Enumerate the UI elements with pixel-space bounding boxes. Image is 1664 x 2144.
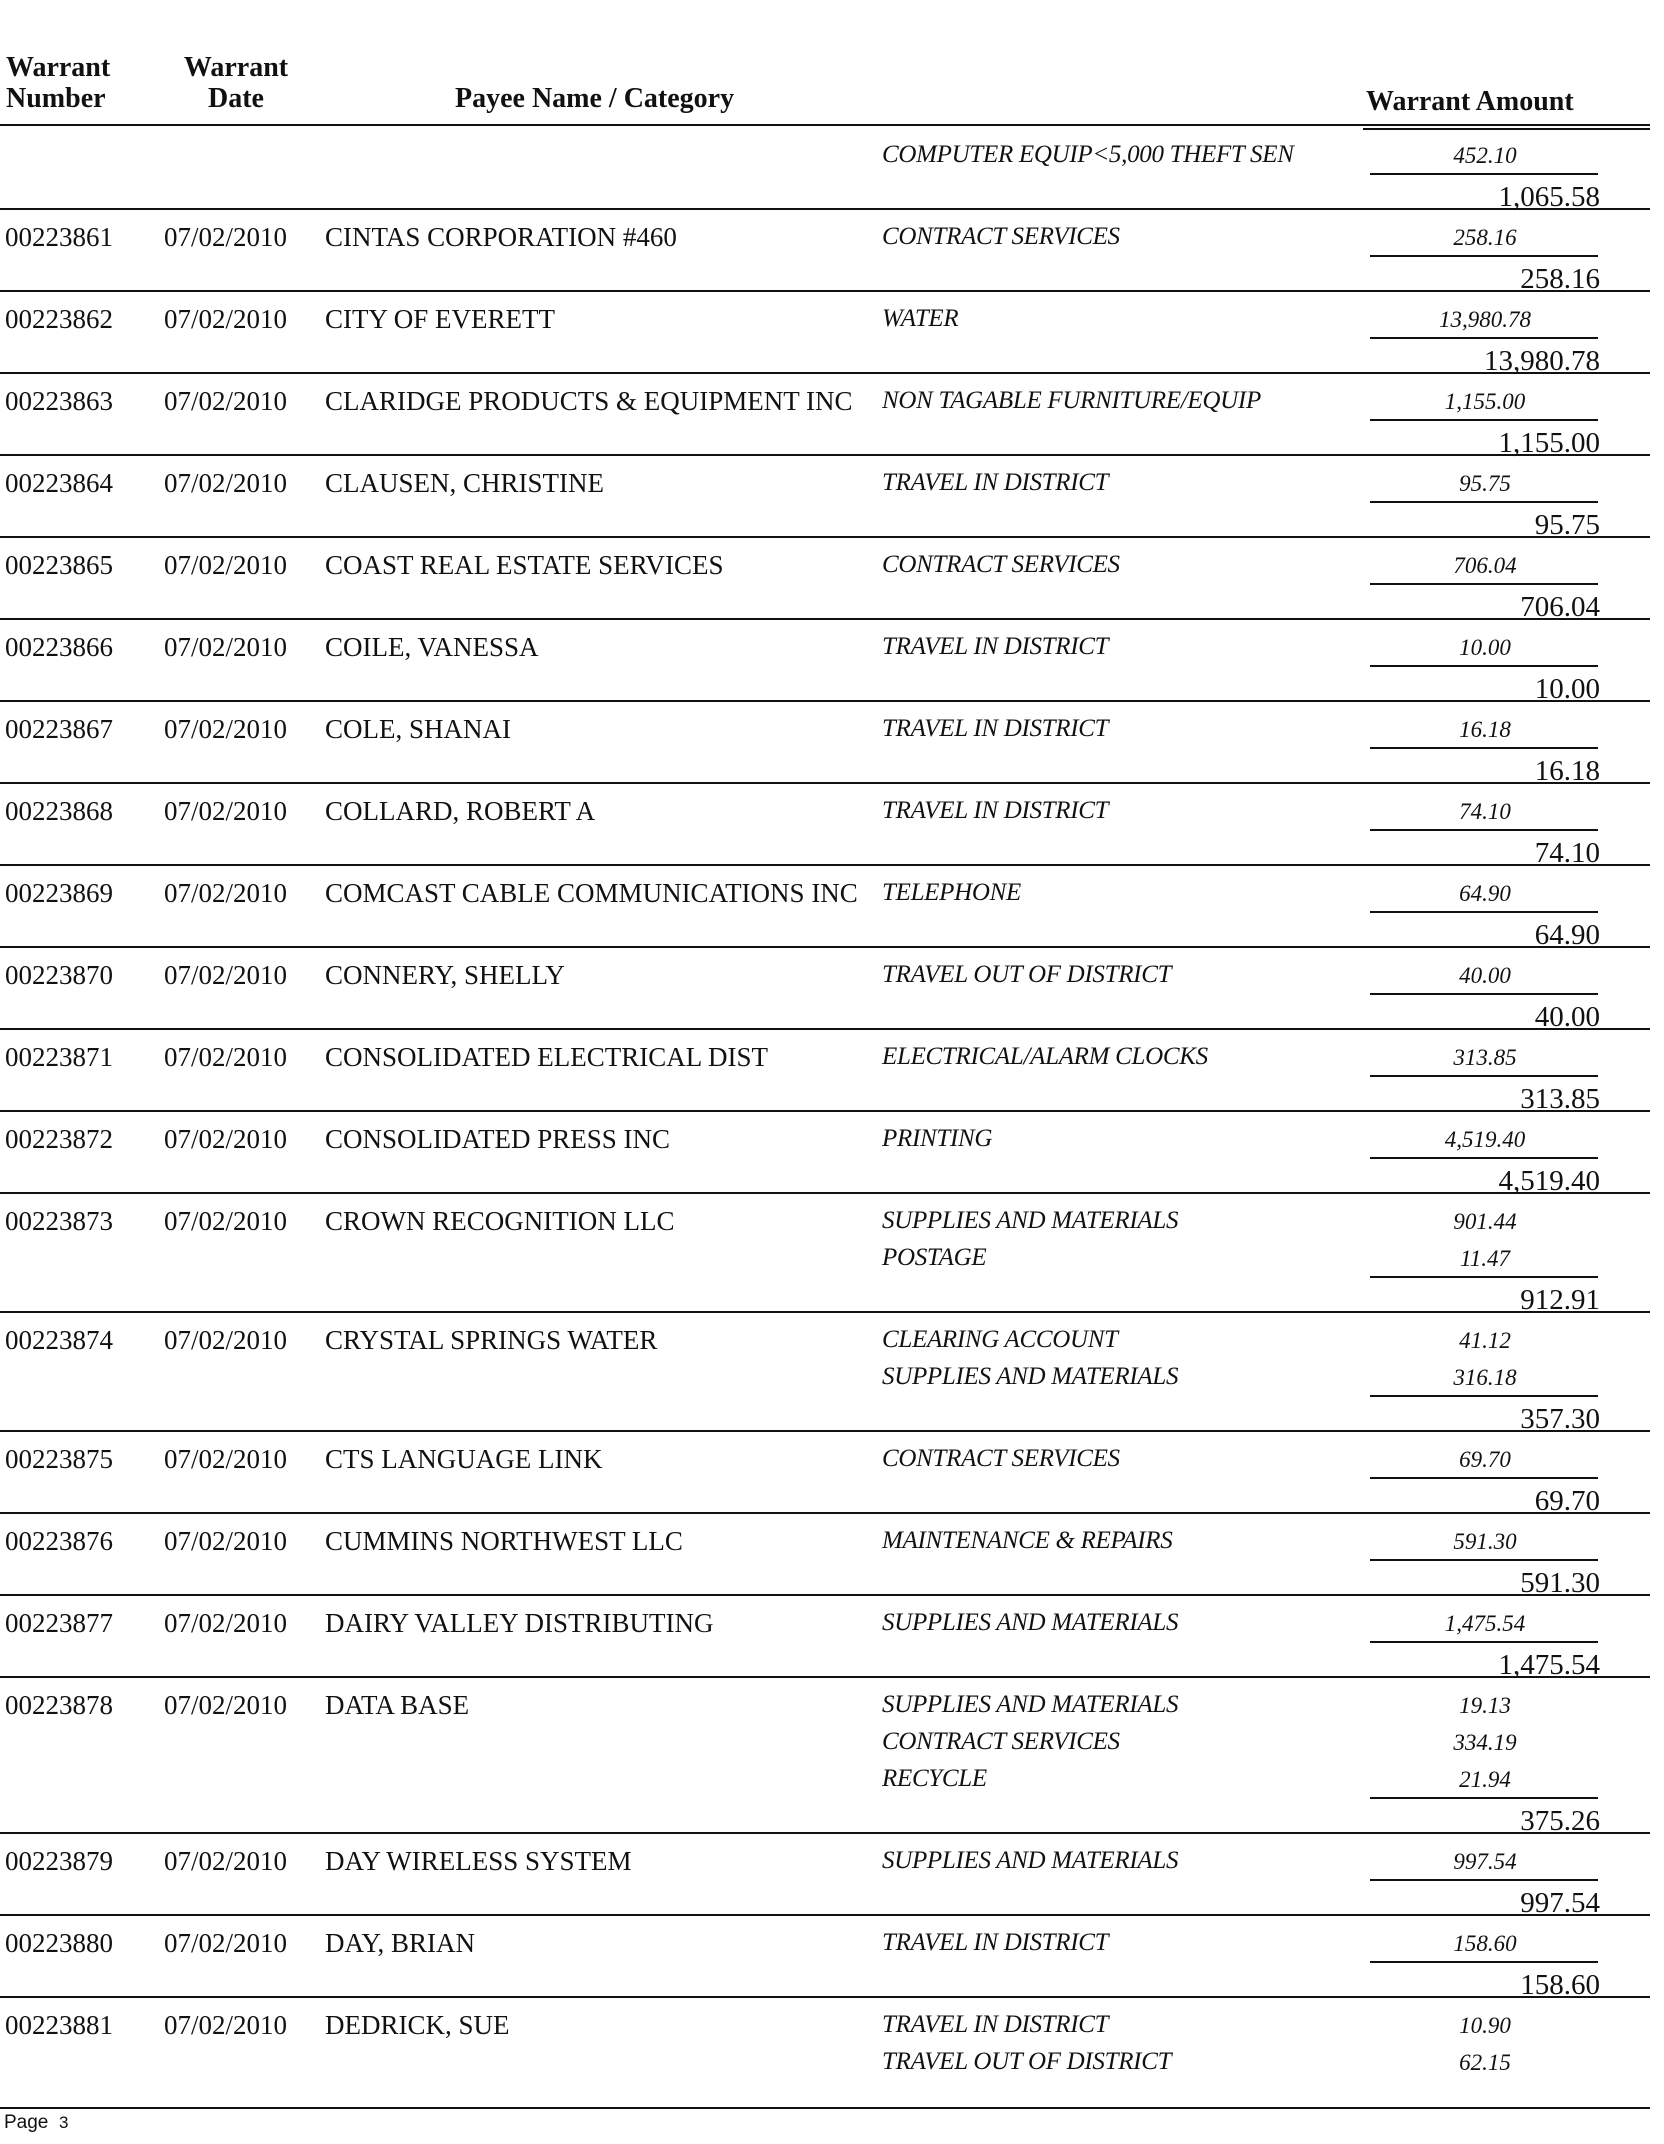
category-list [882, 304, 958, 341]
warrant-date: 07/02/2010 [164, 1928, 288, 1958]
line-amount: 16.18 [1459, 717, 1511, 742]
line-amount-list [1370, 223, 1600, 257]
line-amount-list [1370, 961, 1600, 995]
category-list [882, 1042, 1208, 1079]
page-number: 3 [58, 2113, 69, 2132]
warrant-number: 00223867 [5, 714, 113, 744]
warrant-date: 07/02/2010 [164, 222, 288, 252]
category-list [882, 1444, 1120, 1481]
table-row [0, 374, 1664, 459]
category-label: SUPPLIES AND MATERIALS [882, 1207, 1179, 1234]
category-list [882, 1608, 1178, 1645]
header-warrant-number-line2: Number [6, 83, 106, 114]
line-amount-list [1370, 2011, 1600, 2085]
category-label: TRAVEL OUT OF DISTRICT [882, 961, 1172, 988]
payee-name: CRYSTAL SPRINGS WATER [325, 1325, 658, 1355]
line-amount-list [1370, 1326, 1600, 1397]
category-label: PRINTING [882, 1125, 993, 1152]
category-label: TRAVEL IN DISTRICT [882, 1929, 1109, 1956]
page-footer [4, 2112, 68, 2134]
table-row [0, 210, 1664, 295]
warrant-number: 00223876 [5, 1526, 113, 1556]
category-label: SUPPLIES AND MATERIALS [882, 1691, 1179, 1718]
table-row [0, 456, 1664, 541]
warrant-total: 64.90 [1534, 919, 1600, 951]
warrant-total: 375.26 [1520, 1805, 1600, 1837]
category-list [882, 468, 1108, 505]
line-amount: 10.90 [1459, 2013, 1511, 2038]
line-amount: 1,475.54 [1444, 1611, 1526, 1636]
subtotal-rule [1370, 1477, 1598, 1479]
warrant-date: 07/02/2010 [164, 1042, 288, 1072]
warrant-date: 07/02/2010 [164, 714, 288, 744]
warrant-total: 357.30 [1520, 1403, 1600, 1435]
subtotal-rule [1370, 419, 1598, 421]
warrant-date: 07/02/2010 [164, 1608, 288, 1638]
category-list [882, 550, 1120, 587]
line-amount: 706.04 [1453, 553, 1517, 578]
line-amount: 95.75 [1459, 471, 1511, 496]
category-label: CONTRACT SERVICES [882, 1445, 1120, 1472]
payee-name: CROWN RECOGNITION LLC [325, 1206, 675, 1236]
category-list [882, 960, 1171, 997]
warrant-date: 07/02/2010 [164, 304, 288, 334]
warrant-date: 07/02/2010 [164, 1206, 288, 1236]
line-amount: 74.10 [1459, 799, 1511, 824]
warrant-total: 13,980.78 [1484, 345, 1600, 377]
subtotal-rule [1370, 1276, 1598, 1278]
subtotal-rule [1370, 1879, 1598, 1881]
table-row [0, 292, 1664, 377]
warrant-total: 1,155.00 [1498, 427, 1600, 459]
line-amount: 40.00 [1459, 963, 1511, 988]
warrant-number: 00223869 [5, 878, 113, 908]
line-amount: 901.44 [1453, 1209, 1517, 1234]
warrant-total: 1,475.54 [1498, 1649, 1600, 1681]
line-amount-list [1370, 387, 1600, 421]
table-row [0, 1998, 1664, 2109]
category-label: SUPPLIES AND MATERIALS [882, 1363, 1179, 1390]
category-label: TRAVEL IN DISTRICT [882, 715, 1109, 742]
table-row [0, 1432, 1664, 1517]
line-amount-list [1370, 1847, 1600, 1881]
line-amount: 452.10 [1453, 143, 1517, 168]
payee-name: CTS LANGUAGE LINK [325, 1444, 603, 1474]
payee-name: CONSOLIDATED ELECTRICAL DIST [325, 1042, 768, 1072]
warrant-number: 00223864 [5, 468, 113, 498]
table-row [0, 1194, 1664, 1316]
payee-name: COLLARD, ROBERT A [325, 796, 596, 826]
subtotal-rule [1370, 993, 1598, 995]
line-amount: 13,980.78 [1439, 307, 1531, 332]
subtotal-rule [1370, 1075, 1598, 1077]
table-row [0, 1834, 1664, 1919]
warrant-total: 1,065.58 [1498, 181, 1600, 213]
line-amount-list [1370, 879, 1600, 913]
warrant-number: 00223863 [5, 386, 113, 416]
warrant-date: 07/02/2010 [164, 550, 288, 580]
line-amount-list [1370, 551, 1600, 585]
header-warrant-date-line2: Date [208, 83, 264, 114]
warrant-date: 07/02/2010 [164, 632, 288, 662]
warrant-total: 997.54 [1520, 1887, 1600, 1919]
subtotal-rule [1370, 747, 1598, 749]
category-label: POSTAGE [882, 1244, 987, 1271]
line-amount-list [1370, 797, 1600, 831]
subtotal-rule [1370, 1157, 1598, 1159]
payee-name: DAY WIRELESS SYSTEM [325, 1846, 632, 1876]
payee-name: CITY OF EVERETT [325, 304, 555, 334]
line-amount: 591.30 [1453, 1529, 1517, 1554]
subtotal-rule [1370, 829, 1598, 831]
line-amount-list [1370, 1929, 1600, 1963]
line-amount: 316.18 [1453, 1365, 1517, 1390]
line-amount: 158.60 [1453, 1931, 1517, 1956]
line-amount-list [1370, 715, 1600, 749]
line-amount: 334.19 [1453, 1730, 1517, 1755]
warrant-date: 07/02/2010 [164, 386, 288, 416]
table-row [0, 1596, 1664, 1681]
category-label: TRAVEL IN DISTRICT [882, 633, 1109, 660]
warrant-total: 69.70 [1534, 1485, 1600, 1517]
category-label: TRAVEL IN DISTRICT [882, 469, 1109, 496]
category-label: CLEARING ACCOUNT [882, 1326, 1118, 1353]
header-payee-category: Payee Name / Category [455, 83, 735, 114]
header-warrant-date-line1: Warrant [183, 52, 289, 83]
category-label: RECYCLE [882, 1765, 987, 1792]
subtotal-rule [1370, 665, 1598, 667]
subtotal-rule [1370, 1641, 1598, 1643]
warrant-number: 00223870 [5, 960, 113, 990]
warrant-number: 00223865 [5, 550, 113, 580]
line-amount-list [1370, 1445, 1600, 1479]
line-amount-list [1370, 141, 1600, 175]
subtotal-rule [1370, 255, 1598, 257]
subtotal-rule [1370, 911, 1598, 913]
warrant-number: 00223866 [5, 632, 113, 662]
payee-name: DATA BASE [325, 1690, 470, 1720]
line-amount: 4,519.40 [1444, 1127, 1526, 1152]
line-amount: 19.13 [1459, 1693, 1511, 1718]
category-label: NON TAGABLE FURNITURE/EQUIP [882, 387, 1261, 414]
category-list [882, 1526, 1172, 1563]
payee-name: DAIRY VALLEY DISTRIBUTING [325, 1608, 714, 1638]
table-row [0, 1514, 1664, 1599]
warrant-total: 706.04 [1520, 591, 1600, 623]
line-amount: 69.70 [1459, 1447, 1511, 1472]
payee-name: COMCAST CABLE COMMUNICATIONS INC [325, 878, 858, 908]
payee-name: CUMMINS NORTHWEST LLC [325, 1526, 683, 1556]
line-amount: 258.16 [1453, 225, 1517, 250]
category-label: CONTRACT SERVICES [882, 223, 1120, 250]
table-row [0, 702, 1664, 787]
warrant-total: 158.60 [1520, 1969, 1600, 2001]
warrant-date: 07/02/2010 [164, 1124, 288, 1154]
subtotal-rule [1370, 583, 1598, 585]
table-row [0, 1112, 1664, 1197]
warrant-total: 95.75 [1534, 509, 1600, 541]
category-list [882, 878, 1021, 915]
category-label: WATER [882, 305, 959, 332]
table-row [0, 1916, 1664, 2001]
category-list [882, 1206, 1178, 1280]
subtotal-rule [1370, 337, 1598, 339]
warrant-date: 07/02/2010 [164, 878, 288, 908]
line-amount: 313.85 [1453, 1045, 1517, 1070]
warrant-date: 07/02/2010 [164, 1690, 288, 1720]
payee-name: DAY, BRIAN [325, 1928, 476, 1958]
payee-name: CLARIDGE PRODUCTS & EQUIPMENT INC [325, 386, 853, 416]
category-list [882, 140, 1294, 177]
line-amount: 11.47 [1459, 1246, 1511, 1271]
payee-name: CINTAS CORPORATION #460 [325, 222, 677, 252]
category-label: COMPUTER EQUIP<5,000 THEFT SEN [882, 141, 1294, 168]
warrant-date: 07/02/2010 [164, 796, 288, 826]
warrant-total: 40.00 [1534, 1001, 1600, 1033]
warrant-total: 10.00 [1534, 673, 1600, 705]
header-warrant-number [6, 52, 110, 114]
warrant-date: 07/02/2010 [164, 1846, 288, 1876]
category-list [882, 632, 1108, 669]
category-label: CONTRACT SERVICES [882, 1728, 1120, 1755]
line-amount: 1,155.00 [1444, 389, 1526, 414]
category-list [882, 1928, 1108, 1965]
warrant-number: 00223861 [5, 222, 113, 252]
line-amount: 21.94 [1459, 1767, 1511, 1792]
warrant-number: 00223881 [5, 2010, 113, 2040]
warrant-date: 07/02/2010 [164, 1325, 288, 1355]
header-warrant-amount: Warrant Amount [1366, 86, 1574, 117]
warrant-date: 07/02/2010 [164, 2010, 288, 2040]
subtotal-rule [1370, 1797, 1598, 1799]
category-label: TRAVEL IN DISTRICT [882, 797, 1109, 824]
header-warrant-date [176, 52, 296, 114]
warrant-date: 07/02/2010 [164, 1526, 288, 1556]
warrant-date: 07/02/2010 [164, 960, 288, 990]
payee-name: DEDRICK, SUE [325, 2010, 510, 2040]
table-row [0, 784, 1664, 869]
header-warrant-number-line1: Warrant [6, 52, 111, 83]
table-row [0, 538, 1664, 623]
warrant-total: 74.10 [1534, 837, 1600, 869]
category-list [882, 714, 1108, 751]
line-amount-list [1370, 1125, 1600, 1159]
payee-name: COILE, VANESSA [325, 632, 539, 662]
category-label: SUPPLIES AND MATERIALS [882, 1847, 1179, 1874]
warrant-total: 258.16 [1520, 263, 1600, 295]
line-amount-list [1370, 633, 1600, 667]
subtotal-rule [1370, 173, 1598, 175]
warrant-number: 00223871 [5, 1042, 113, 1072]
table-row [0, 620, 1664, 705]
warrant-date: 07/02/2010 [164, 1444, 288, 1474]
payee-name: CONSOLIDATED PRESS INC [325, 1124, 671, 1154]
line-amount-list [1370, 1207, 1600, 1278]
category-list [882, 2010, 1171, 2084]
line-amount: 41.12 [1459, 1328, 1511, 1353]
category-label: TRAVEL OUT OF DISTRICT [882, 2048, 1172, 2075]
subtotal-rule [1370, 1559, 1598, 1561]
category-list [882, 1124, 992, 1161]
warrant-number: 00223879 [5, 1846, 113, 1876]
warrant-total: 313.85 [1520, 1083, 1600, 1115]
category-label: MAINTENANCE & REPAIRS [882, 1527, 1173, 1554]
line-amount-list [1370, 469, 1600, 503]
category-label: TELEPHONE [882, 879, 1021, 906]
warrant-number: 00223878 [5, 1690, 113, 1720]
header-rule [0, 124, 1650, 126]
category-list [882, 1690, 1178, 1801]
line-amount: 10.00 [1459, 635, 1511, 660]
warrant-total: 591.30 [1520, 1567, 1600, 1599]
category-label: TRAVEL IN DISTRICT [882, 2011, 1109, 2038]
line-amount-list [1370, 1609, 1600, 1643]
warrant-number: 00223872 [5, 1124, 113, 1154]
warrant-number: 00223873 [5, 1206, 113, 1236]
category-list [882, 796, 1108, 833]
table-row [0, 1313, 1664, 1435]
table-row [0, 1030, 1664, 1115]
category-list [882, 222, 1120, 259]
payee-name: CLAUSEN, CHRISTINE [325, 468, 605, 498]
row-divider [0, 2107, 1650, 2109]
category-list [882, 1325, 1178, 1399]
category-label: ELECTRICAL/ALARM CLOCKS [882, 1043, 1208, 1070]
warrant-number: 00223868 [5, 796, 113, 826]
subtotal-rule [1370, 1961, 1598, 1963]
table-row [0, 1678, 1664, 1837]
warrant-number: 00223875 [5, 1444, 113, 1474]
payee-name: COAST REAL ESTATE SERVICES [325, 550, 724, 580]
line-amount-list [1370, 1043, 1600, 1077]
payee-name: COLE, SHANAI [325, 714, 511, 744]
table-row [0, 866, 1664, 951]
category-label: CONTRACT SERVICES [882, 551, 1120, 578]
warrant-total: 912.91 [1520, 1284, 1600, 1316]
line-amount: 64.90 [1459, 881, 1511, 906]
payee-name: CONNERY, SHELLY [325, 960, 565, 990]
warrant-number: 00223874 [5, 1325, 113, 1355]
subtotal-rule [1370, 1395, 1598, 1397]
table-row [0, 948, 1664, 1033]
line-amount: 62.15 [1459, 2050, 1511, 2075]
category-list [882, 386, 1261, 423]
line-amount-list [1370, 1527, 1600, 1561]
subtotal-rule [1370, 501, 1598, 503]
page-label: Page [4, 2112, 49, 2133]
line-amount-list [1370, 1691, 1600, 1799]
category-label: SUPPLIES AND MATERIALS [882, 1609, 1179, 1636]
category-list [882, 1846, 1178, 1883]
warrant-number: 00223880 [5, 1928, 113, 1958]
warrant-date: 07/02/2010 [164, 468, 288, 498]
warrant-total: 16.18 [1534, 755, 1600, 787]
warrant-number: 00223862 [5, 304, 113, 334]
line-amount: 997.54 [1453, 1849, 1517, 1874]
warrant-total: 4,519.40 [1498, 1165, 1600, 1197]
line-amount-list [1370, 305, 1600, 339]
table-row [0, 128, 1664, 213]
warrant-number: 00223877 [5, 1608, 113, 1638]
